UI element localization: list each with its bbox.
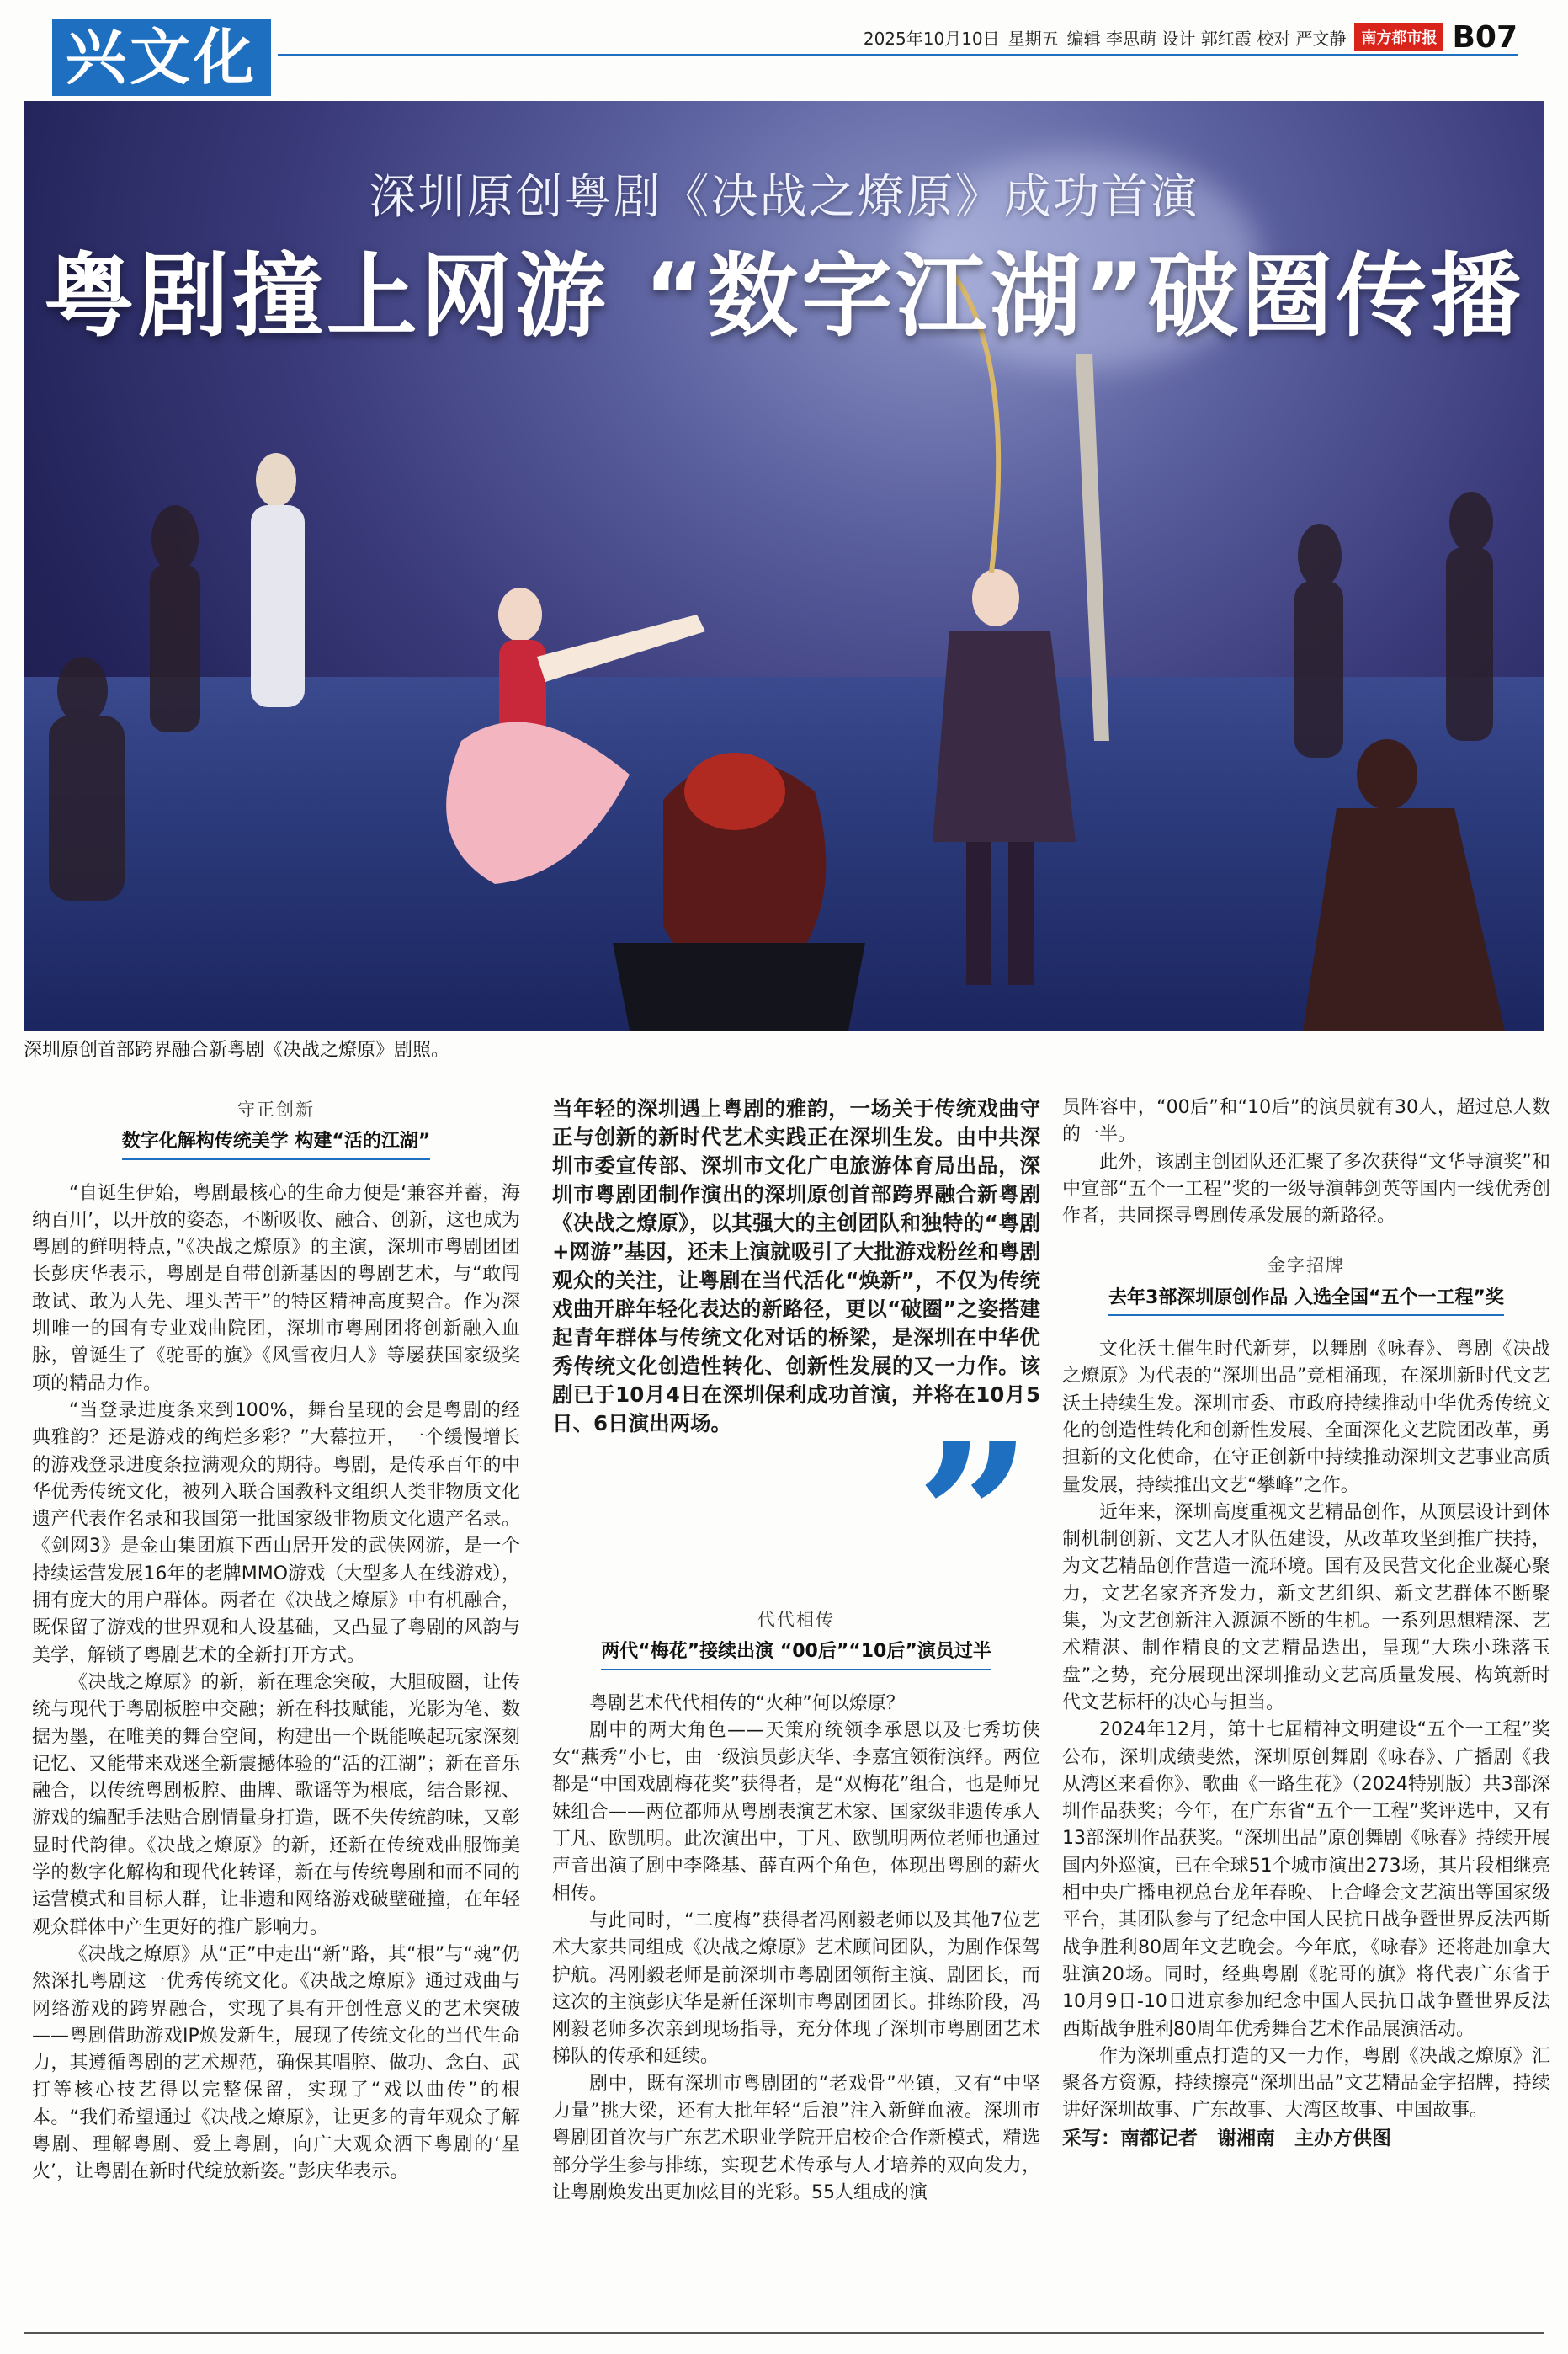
newspaper-logo: 南方都市报	[1354, 23, 1443, 51]
article-column-3	[1062, 1094, 1550, 2152]
paragraph: “自诞生伊始，粤剧最核心的生命力便是‘兼容并蓄，海纳百川’，以开放的姿态，不断吸收、融合、创新，这也成为粤剧的鲜明特点，”《决战之燎原》的主演，深圳市粤剧团团长彭庆华表示，粤剧是自带创新基因的粤剧艺术，与“敢闯敢试、敢为人先、埋头苦干”的特区精神高度契合。作为深圳唯一的国有专业戏曲院团，深圳市粤剧团将创新融入血脉，曾诞生了《驼哥的旗》《风雪夜归人》等屡获国家级奖项的精品力作。	[32, 1182, 520, 1394]
section-kicker: 金字招牌	[1268, 1255, 1345, 1276]
section-heading-3	[1062, 1252, 1550, 1316]
section-title: 数字化解构传统美学 构建“活的江湖”	[122, 1128, 431, 1159]
section-title: 去年3部深圳原创作品 入选全国“五个一工程”奖	[1108, 1285, 1504, 1316]
paragraph: 剧中，既有深圳市粤剧团的“老戏骨”坐镇，又有“中坚力量”挑大梁，还有大批年轻“后浪”注入新鲜血液。深圳市粤剧团首次与广东艺术职业学院开启校企合作新模式，精选部分学生参与排练，实现艺术传承与人才培养的双向发力，让粤剧焕发出更加炫目的光彩。55人组成的演	[552, 2073, 1040, 2203]
paragraph: 《决战之燎原》的新，新在理念突破，大胆破圈，让传统与现代于粤剧板腔中交融；新在科技赋能，光影为笔、数据为墨，在唯美的舞台空间，构建出一个既能唤起玩家深刻记忆、又能带来戏迷全新震撼体验的“活的江湖”；新在音乐融合，以传统粤剧板腔、曲牌、歌谣等为根底，结合影视、游戏的编配手法贴合剧情量身打造，既不失传统韵味，又彰显时代韵律。《决战之燎原》的新，还新在传统戏曲服饰美学的数字化解构和现代化转译，新在与传统粤剧和而不同的运营模式和目标人群，让非遗和网络游戏破壁碰撞，在年轻观众群体中产生更好的推广影响力。	[32, 1671, 520, 1938]
bottom-rule	[24, 2332, 1544, 2334]
issue-weekday: 星期五	[1007, 28, 1059, 49]
article-column-1	[32, 1094, 520, 2186]
paragraph: 2024年12月，第十七届精神文明建设“五个一工程”奖公布，深圳成绩斐然，深圳原创舞剧《咏春》、广播剧《我从湾区来看你》、歌曲《一路生花》（2024特别版）共3部深圳作品获奖；今年，在广东省“五个一工程”奖评选中，又有13部深圳作品获奖。“深圳出品”原创舞剧《咏春》持续开展国内外巡演，已在全球51个城市演出273场，其片段相继亮相中央广播电视总台龙年春晚、上合峰会文艺演出等国家级平台，其团队参与了纪念中国人民抗日战争暨世界反法西斯战争胜利80周年文艺晚会。今年底，《咏春》还将赴加拿大驻演20场。同时，经典粤剧《驼哥的旗》将代表广东省于10月9日-10日进京参加纪念中国人民抗日战争暨世界反法西斯战争胜利80周年优秀舞台艺术作品展演活动。	[1062, 1719, 1550, 2040]
photo-caption: 深圳原创首部跨界融合新粤剧《决战之燎原》剧照。	[24, 1040, 450, 1061]
section-title: 两代“梅花”接续出演 “00后”“10后”演员过半	[601, 1638, 991, 1670]
issue-date: 2025年10月10日	[863, 28, 1000, 49]
hero-photo	[24, 101, 1544, 1031]
subheadline: 深圳原创粤剧《决战之燎原》成功首演	[369, 170, 1199, 225]
masthead-info	[864, 19, 1518, 56]
headline: 粤剧撞上网游 “数字江湖”破圈传播	[43, 244, 1525, 349]
section-tag: 兴文化	[52, 19, 271, 96]
paragraph: 员阵容中，“00后”和“10后”的演员就有30人，超过总人数的一半。	[1062, 1097, 1550, 1146]
quote-mark-icon: ”	[915, 1398, 1032, 1636]
paragraph: 粤剧艺术代代相传的“火种”何以燎原？	[589, 1692, 905, 1714]
lead-paragraph	[552, 1094, 1040, 1438]
section-kicker: 守正创新	[237, 1100, 315, 1120]
paragraph: 剧中的两大角色——天策府统领李承恩以及七秀坊侠女“燕秀”小七，由一级演员彭庆华、李嘉宜领衔演绎。两位都是“中国戏剧梅花奖”获得者，是“双梅花”组合，也是师兄妹组合——两位都师从粤剧表演艺术家、国家级非遗传承人丁凡、欧凯明。此次演出中，丁凡、欧凯明两位老师也通过声音出演了剧中李隆基、薛直两个角色，体现出粤剧的薪火相传。	[552, 1719, 1040, 1904]
paragraph: 近年来，深圳高度重视文艺精品创作，从顶层设计到体制机制创新、文艺人才队伍建设，从改革攻坚到推广扶持，为文艺精品创作营造一流环境。国有及民营文化企业凝心聚力，文艺名家齐齐发力，新文艺组织、新文艺群体不断聚集，为文艺创新注入源源不断的生机。一系列思想精深、艺术精湛、制作精良的文艺精品迭出，呈现“大珠小珠落玉盘”之势，充分展现出深圳推动文艺高质量发展、构筑新时代文艺标杆的决心与担当。	[1062, 1501, 1550, 1713]
paragraph: 作为深圳重点打造的又一力作，粤剧《决战之燎原》汇聚各方资源，持续擦亮“深圳出品”文艺精品金字招牌，持续讲好深圳故事、广东故事、大湾区故事、中国故事。	[1062, 2045, 1550, 2122]
paragraph: 文化沃土催生时代新芽，以舞剧《咏春》、粤剧《决战之燎原》为代表的“深圳出品”竞相涌现，在深圳新时代文艺沃土持续生发。深圳市委、市政府持续推动中华优秀传统文化的创造性转化和创新性发展、全面深化文艺院团改革，勇担新的文化使命，在守正创新中持续推动深圳文艺事业高质量发展，持续推出文艺“攀峰”之作。	[1062, 1339, 1550, 1496]
paragraph: 此外，该剧主创团队还汇聚了多次获得“文华导演奖”和中宣部“五个一工程”奖的一级导演韩剑英等国内一线优秀创作者，共同探寻粤剧传承发展的新路径。	[1062, 1151, 1550, 1228]
paragraph: 《决战之燎原》从“正”中走出“新”路，其“根”与“魂”仍然深扎粤剧这一优秀传统文化。《决战之燎原》通过戏曲与网络游戏的跨界融合，实现了具有开创性意义的艺术突破——粤剧借助游戏IP焕发新生，展现了传统文化的当代生命力，其遵循粤剧的艺术规范，确保其唱腔、做功、念白、武打等核心技艺得以完整保留，实现了“戏以曲传”的根本。“我们希望通过《决战之燎原》，让更多的青年观众了解粤剧、理解粤剧、爱上粤剧，向广大观众洒下粤剧的‘星火’，让粤剧在新时代绽放新姿。”彭庆华表示。	[32, 1943, 520, 2183]
editorial-credits: 编辑 李思萌 设计 郭红霞 校对 严文静	[1066, 28, 1347, 49]
byline: 采写：南都记者 谢湘南 主办方供图	[1062, 2127, 1391, 2149]
article-column-2	[552, 1094, 1040, 2207]
paragraph: “当登录进度条来到100%，舞台呈现的会是粤剧的经典雅韵？还是游戏的绚烂多彩？”大幕拉开，一个缓慢增长的游戏登录进度条拉满观众的期待。粤剧，是传承百年的中华优秀传统文化，被列入联合国教科文组织人类非物质文化遗产代表作名录和我国第一批国家级非物质文化遗产名录。《剑网3》是金山集团旗下西山居开发的武侠网游，是一个持续运营发展16年的老牌MMO游戏（大型多人在线游戏），拥有庞大的用户群体。两者在《决战之燎原》中有机融合，既保留了游戏的世界观和人设基础，又凸显了粤剧的风韵与美学，解锁了粤剧艺术的全新打开方式。	[32, 1399, 520, 1666]
section-kicker: 代代相传	[757, 1610, 835, 1630]
paragraph: 与此同时，“二度梅”获得者冯刚毅老师以及其他7位艺术大家共同组成《决战之燎原》艺术顾问团队，为剧作保驾护航。冯刚毅老师是前深圳市粤剧团领衔主演、剧团长，而这次的主演彭庆华是新任深圳市粤剧团团长。排练阶段，冯刚毅老师多次亲到现场指导，充分体现了深圳市粤剧团艺术梯队的传承和延续。	[552, 1909, 1040, 2068]
page-number: B07	[1452, 19, 1518, 55]
section-heading-1	[32, 1096, 520, 1160]
lead-text: 当年轻的深圳遇上粤剧的雅韵，一场关于传统戏曲守正与创新的新时代艺术实践正在深圳生发。由中共深圳市委宣传部、深圳市文化广电旅游体育局出品，深圳市粤剧团制作演出的深圳原创首部跨界融合新粤剧《决战之燎原》，以其强大的主创团队和独特的“粤剧+网游”基因，还未上演就吸引了大批游戏粉丝和粤剧观众的关注，让粤剧在当代活化“焕新”，不仅为传统戏曲开辟年轻化表达的新路径，更以“破圈”之姿搭建起青年群体与传统文化对话的桥梁，是深圳在中华优秀传统文化创造性转化、创新性发展的又一力作。该剧已于10月4日在深圳保利成功首演，并将在10月5日、6日演出两场。	[552, 1096, 1040, 1435]
